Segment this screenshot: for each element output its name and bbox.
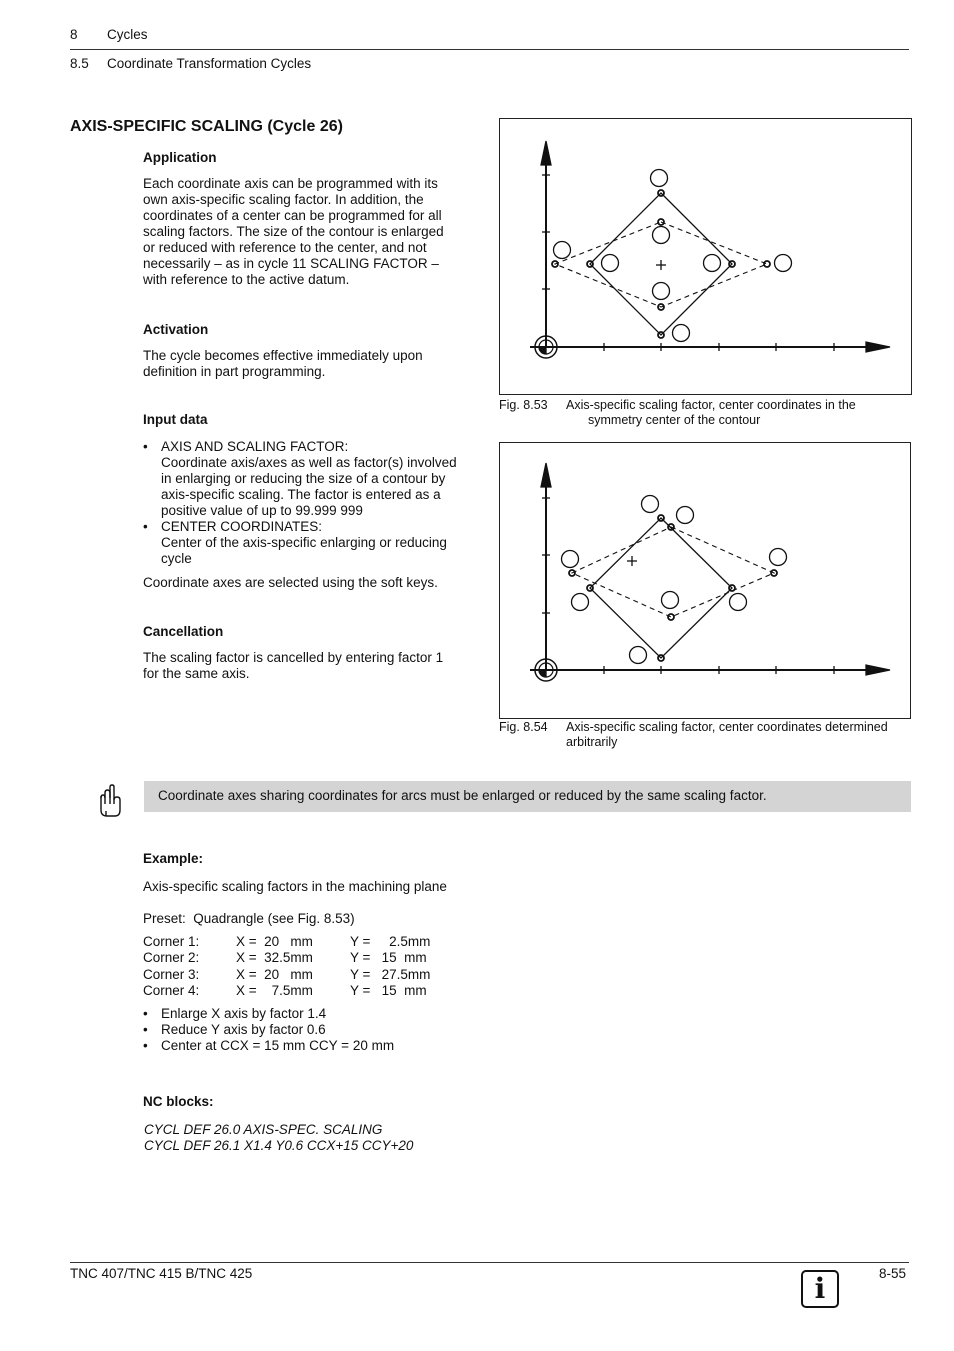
figure-caption-text: Axis-specific scaling factor, center coordinates in the symmetry center of the contour <box>566 398 856 427</box>
list-item: • Enlarge X axis by factor 1.4 <box>143 1006 483 1022</box>
input-data-after: Coordinate axes are selected using the soft keys. <box>143 575 438 590</box>
application-text: Each coordinate axis can be programmed with its own axis-specific scaling factor. In addition, the coordinates of a center can be programmed for all scaling factors. The size of the contour is enlarged or reduced with reference to the center, and not necessarily – as in cycle 11 SCALING FACTOR – with reference to the active datum. <box>143 176 444 287</box>
cancellation-text: The scaling factor is cancelled by entering factor 1 for the same axis. <box>143 650 444 681</box>
figure-number: Fig. 8.53 <box>499 398 548 412</box>
list-item: • Center at CCX = 15 mm CCY = 20 mm <box>143 1038 483 1054</box>
corner-table <box>143 934 430 999</box>
header-rule <box>70 49 909 50</box>
footer-rule <box>70 1262 909 1263</box>
header-chapter-title: Cycles <box>107 27 148 42</box>
header-section-title: Coordinate Transformation Cycles <box>107 56 312 71</box>
figure-caption-text: Axis-specific scaling factor, center coordinates determined arbitrarily <box>566 720 888 749</box>
footer-page-number: 8-55 <box>879 1266 907 1281</box>
input-data-item: • CENTER COORDINATES: Center of the axis-specific enlarging or reducing cycle <box>143 519 483 567</box>
input-data-heading: Input data <box>143 412 208 427</box>
input-data-item: • AXIS AND SCALING FACTOR: Coordinate axis/axes as well as factor(s) involved in enlarging or reducing the size of a contour by axis-specific scaling. The factor is entered as a positive value of up to 99.999 999 <box>143 439 483 519</box>
activation-heading: Activation <box>143 322 209 337</box>
input-data-list <box>143 439 483 567</box>
note-box <box>144 781 911 812</box>
pointing-hand-icon <box>97 784 123 818</box>
application-heading: Application <box>143 150 217 165</box>
table-row: Corner 1: X = 20 mm Y = 2.5mm <box>143 934 431 949</box>
figure-number: Fig. 8.54 <box>499 720 548 734</box>
example-preset: Preset: Quadrangle (see Fig. 8.53) <box>143 911 355 926</box>
activation-text: The cycle becomes effective immediately upon definition in part programming. <box>143 348 423 379</box>
page-title: AXIS-SPECIFIC SCALING (Cycle 26) <box>70 118 343 135</box>
nc-blocks-heading: NC blocks: <box>143 1094 214 1109</box>
info-icon: i <box>801 1270 839 1308</box>
table-row: Corner 2: X = 32.5mm Y = 15 mm <box>143 950 427 966</box>
table-row: Corner 3: X = 20 mm Y = 27.5mm <box>143 966 431 982</box>
nc-block-line: CYCL DEF 26.1 X1.4 Y0.6 CCX+15 CCY+20 <box>144 1138 414 1153</box>
header-chapter-num: 8 <box>70 27 78 42</box>
figure-8-53-diagram <box>500 119 911 394</box>
figure-8-53-caption <box>499 398 919 430</box>
table-row: Corner 4: X = 7.5mm Y = 15 mm <box>143 982 427 998</box>
list-item: • Reduce Y axis by factor 0.6 <box>143 1022 483 1038</box>
nc-block-line: CYCL DEF 26.0 AXIS-SPEC. SCALING <box>144 1122 383 1137</box>
header-section-num: 8.5 <box>70 56 89 71</box>
figure-8-54-diagram <box>500 443 910 718</box>
figure-8-54-caption <box>499 720 919 752</box>
footer-product: TNC 407/TNC 415 B/TNC 425 <box>70 1266 253 1281</box>
example-intro: Axis-specific scaling factors in the machining plane <box>143 879 447 894</box>
figure-8-54 <box>499 442 911 719</box>
note-text: Coordinate axes sharing coordinates for arcs must be enlarged or reduced by the same scaling factor. <box>158 788 767 803</box>
example-heading: Example: <box>143 851 204 866</box>
example-bullets <box>143 1006 483 1054</box>
cancellation-heading: Cancellation <box>143 624 224 639</box>
figure-8-53 <box>499 118 912 395</box>
